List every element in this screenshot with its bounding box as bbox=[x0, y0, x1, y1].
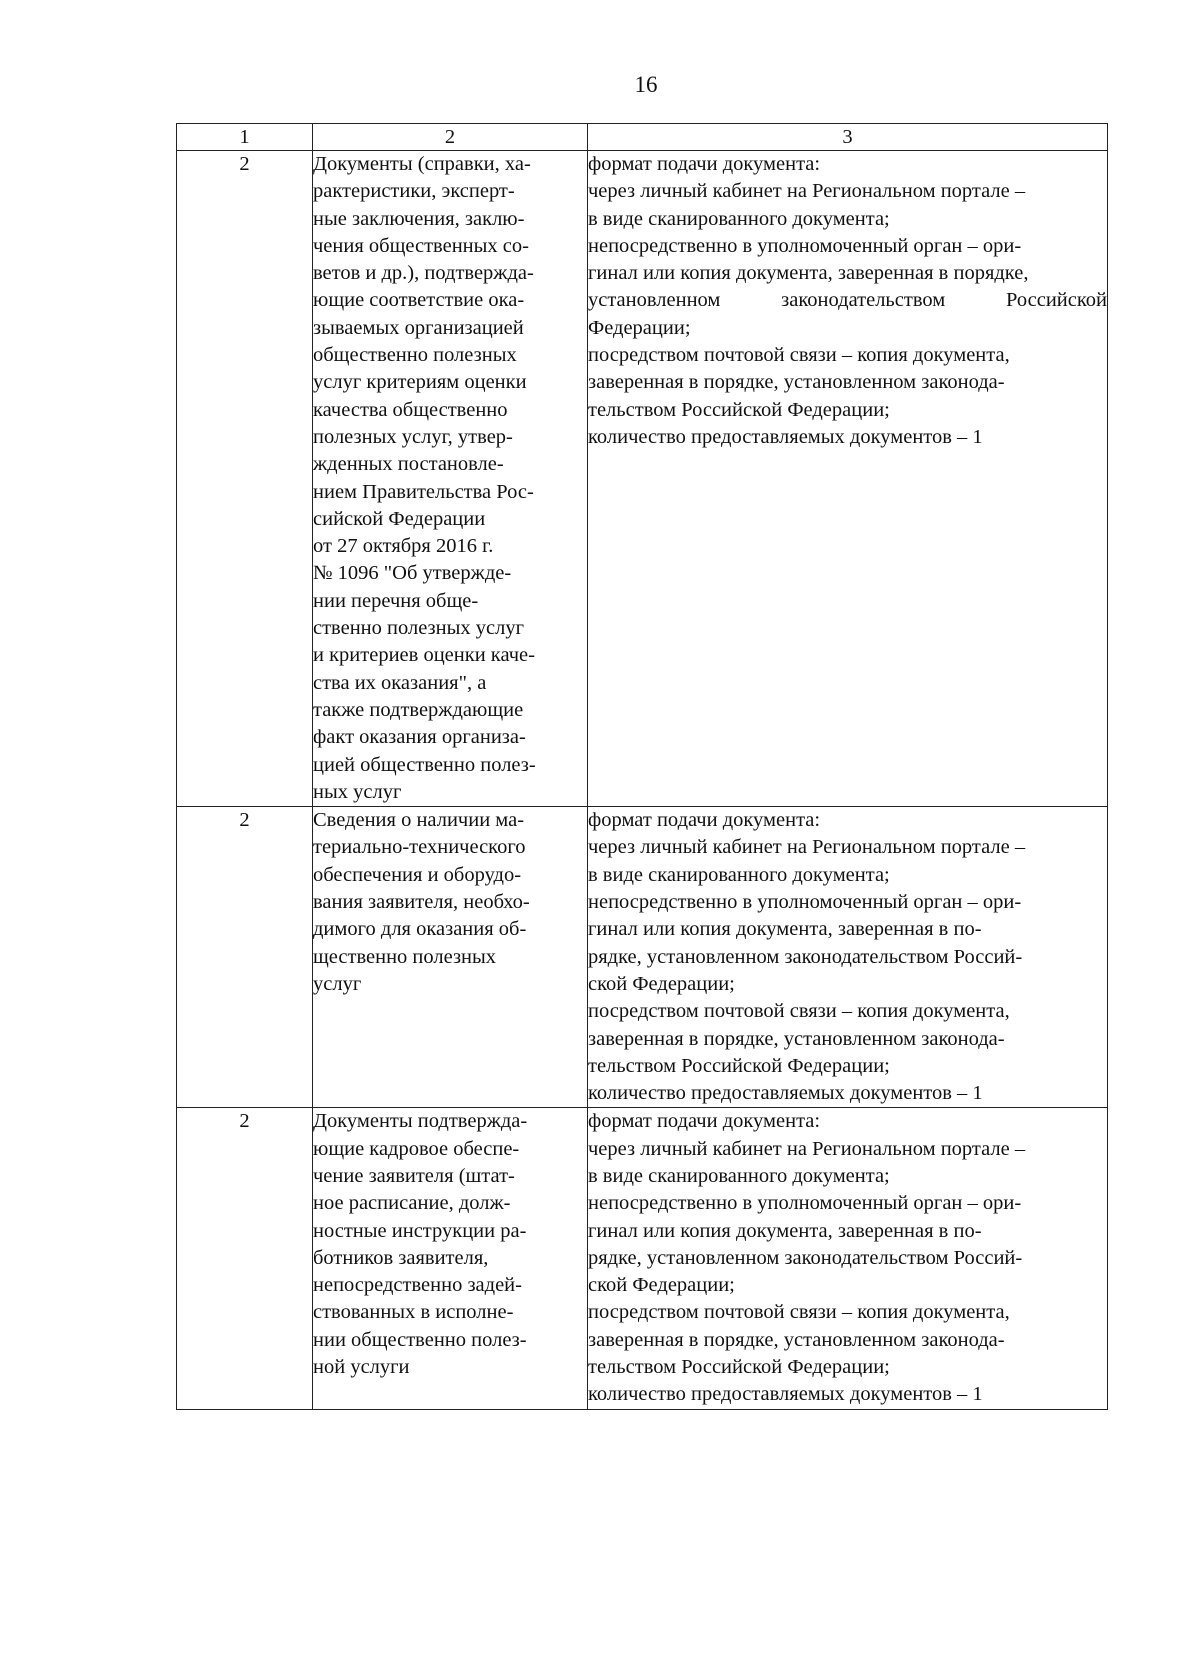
submission-format-line: ской Федерации; bbox=[588, 972, 735, 995]
submission-format-line: заверенная в порядке, установленном законода- bbox=[588, 1328, 1005, 1351]
submission-format-line: в виде сканированного документа; bbox=[588, 1164, 890, 1187]
submission-format-line: непосредственно в уполномоченный орган – ори- bbox=[588, 891, 1022, 914]
document-name-line: Документы (справки, ха- bbox=[313, 153, 531, 175]
document-name-cell bbox=[313, 807, 588, 1108]
document-name-line: цией общественно полез- bbox=[313, 753, 536, 776]
document-name-line: ственно полезных услуг bbox=[313, 617, 525, 640]
document-name-line: услуг bbox=[313, 972, 362, 995]
submission-format-line: заверенная в порядке, установленном законода- bbox=[588, 371, 1005, 394]
submission-format-line: ской Федерации; bbox=[588, 1274, 735, 1297]
document-name-line: ющие кадровое обеспе- bbox=[313, 1137, 520, 1160]
document-name-line: и критериев оценки каче- bbox=[313, 644, 535, 667]
document-name-line: ное расписание, долж- bbox=[313, 1192, 511, 1215]
document-name-line: ботников заявителя, bbox=[313, 1246, 489, 1269]
submission-format-line: посредством почтовой связи – копия документа, bbox=[588, 1301, 1010, 1324]
document-name-line: от 27 октября 2016 г. bbox=[313, 535, 494, 558]
document-name-line: непосредственно задей- bbox=[313, 1274, 522, 1297]
table-row bbox=[177, 1108, 1108, 1409]
row-number-cell: 2 bbox=[177, 1108, 313, 1409]
submission-format-line: рядке, установленном законодательством Россий- bbox=[588, 1246, 1023, 1269]
document-name-line: чения общественных со- bbox=[313, 234, 529, 257]
submission-format-line: через личный кабинет на Региональном портале – bbox=[588, 836, 1026, 859]
row-number-cell: 2 bbox=[177, 807, 313, 1108]
submission-format-line: через личный кабинет на Региональном портале – bbox=[588, 180, 1026, 203]
document-name-line: факт оказания организа- bbox=[313, 726, 526, 749]
document-name-line: нии общественно полез- bbox=[313, 1328, 527, 1351]
document-name-line: ствованных в исполне- bbox=[313, 1301, 514, 1324]
document-name-line: полезных услуг, утвер- bbox=[313, 425, 513, 448]
document-name-line: жденных постановле- bbox=[313, 453, 504, 476]
submission-format-line: гинал или копия документа, заверенная в порядке, bbox=[588, 262, 1029, 285]
document-name-line: вания заявителя, необхо- bbox=[313, 891, 530, 914]
table-row bbox=[177, 151, 1108, 807]
header-row bbox=[177, 124, 1108, 151]
submission-format-line: гинал или копия документа, заверенная в по- bbox=[588, 1219, 982, 1242]
submission-format-cell bbox=[588, 151, 1108, 807]
document-name-line: щественно полезных bbox=[313, 945, 497, 968]
submission-format-line: рядке, установленном законодательством Россий- bbox=[588, 945, 1023, 968]
submission-format-line: формат подачи документа: bbox=[588, 809, 821, 832]
document-name-line: ющие соответствие ока- bbox=[313, 289, 525, 312]
submission-format-line: тельством Российской Федерации; bbox=[588, 1054, 890, 1077]
submission-format-line: посредством почтовой связи – копия документа, bbox=[588, 344, 1010, 367]
document-name-line: качества общественно bbox=[313, 398, 508, 421]
document-name-line: зываемых организацией bbox=[313, 316, 524, 339]
document-name-line: чение заявителя (штат- bbox=[313, 1164, 515, 1187]
document-name-line: ной услуги bbox=[313, 1356, 410, 1379]
submission-format-line: посредством почтовой связи – копия документа, bbox=[588, 1000, 1010, 1023]
submission-format-line: количество предоставляемых документов – 1 bbox=[588, 1383, 983, 1406]
header-col-3: 3 bbox=[588, 124, 1108, 151]
submission-format-line: гинал или копия документа, заверенная в по- bbox=[588, 918, 982, 941]
table-body bbox=[177, 151, 1108, 1410]
page-number: 16 bbox=[634, 72, 658, 97]
document-name-line: сийской Федерации bbox=[313, 507, 486, 530]
submission-format-line: тельством Российской Федерации; bbox=[588, 398, 890, 421]
submission-format-line: формат подачи документа: bbox=[588, 1110, 821, 1133]
submission-format-cell bbox=[588, 1108, 1108, 1409]
header-col-1: 1 bbox=[177, 124, 313, 151]
table-row bbox=[177, 807, 1108, 1108]
requirements-table bbox=[176, 123, 1108, 1410]
document-name-line: териально-технического bbox=[313, 836, 526, 859]
document-name-line: также подтверждающие bbox=[313, 698, 524, 721]
submission-format-line: непосредственно в уполномоченный орган – ори- bbox=[588, 1192, 1022, 1215]
document-name-cell bbox=[313, 151, 588, 807]
document-name-line: ства их оказания", а bbox=[313, 671, 487, 694]
document-name-line: ностные инструкции ра- bbox=[313, 1219, 527, 1242]
submission-format-line: тельством Российской Федерации; bbox=[588, 1356, 890, 1379]
document-name-line: ных услуг bbox=[313, 780, 402, 803]
submission-format-line: формат подачи документа: bbox=[588, 153, 821, 175]
row-number-cell: 2 bbox=[177, 151, 313, 807]
document-name-line: ветов и др.), подтвержда- bbox=[313, 262, 534, 285]
submission-format-line: заверенная в порядке, установленном законода- bbox=[588, 1027, 1005, 1050]
document-name-cell bbox=[313, 1108, 588, 1409]
table-header bbox=[177, 124, 1108, 151]
document-name-line: ные заключения, заклю- bbox=[313, 207, 525, 230]
header-col-2: 2 bbox=[313, 124, 588, 151]
submission-format-line: количество предоставляемых документов – 1 bbox=[588, 1082, 983, 1105]
submission-format-line: количество предоставляемых документов – 1 bbox=[588, 425, 983, 448]
submission-format-line: установленном законодательством Российской bbox=[588, 289, 1107, 312]
document-name-line: нии перечня обще- bbox=[313, 589, 479, 612]
document-name-line: Сведения о наличии ма- bbox=[313, 809, 525, 832]
document-name-line: рактеристики, эксперт- bbox=[313, 180, 515, 203]
document-name-line: № 1096 "Об утвержде- bbox=[313, 562, 512, 585]
submission-format-line: непосредственно в уполномоченный орган – ори- bbox=[588, 234, 1022, 257]
submission-format-line: Федерации; bbox=[588, 316, 691, 339]
document-name-line: Документы подтвержда- bbox=[313, 1110, 528, 1133]
document-name-line: общественно полезных bbox=[313, 344, 517, 367]
submission-format-line: через личный кабинет на Региональном портале – bbox=[588, 1137, 1026, 1160]
document-name-line: нием Правительства Рос- bbox=[313, 480, 534, 503]
submission-format-line: в виде сканированного документа; bbox=[588, 207, 890, 230]
document-name-line: димого для оказания об- bbox=[313, 918, 527, 941]
submission-format-line: в виде сканированного документа; bbox=[588, 863, 890, 886]
submission-format-cell bbox=[588, 807, 1108, 1108]
document-name-line: обеспечения и оборудо- bbox=[313, 863, 522, 886]
document-name-line: услуг критериям оценки bbox=[313, 371, 527, 394]
